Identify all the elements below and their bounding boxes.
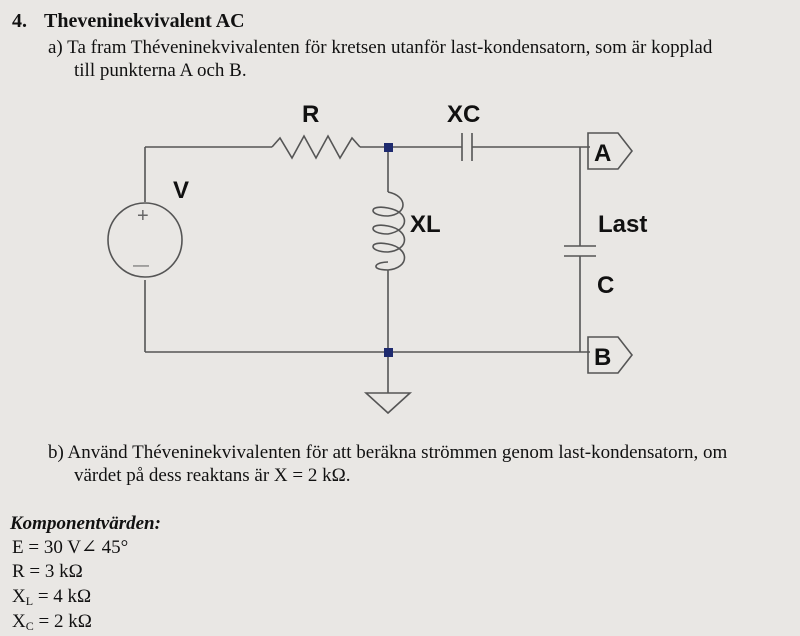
component-xl-value: = 4 kΩ [33,586,92,607]
label-xc: XC [447,101,481,128]
ground-symbol [366,393,410,413]
source-plus: + [137,205,149,227]
component-xl-sub: L [25,594,34,608]
node-bottom [384,348,393,357]
label-last: Last [598,211,648,238]
problem-number: 4. [12,10,27,32]
xc-capacitor-symbol [462,133,472,161]
label-c: C [597,272,615,299]
component-xc-prefix: X [12,611,26,632]
component-xc-sub: C [25,619,34,633]
node-top [384,143,393,152]
resistor-symbol [272,136,360,158]
label-b: B [594,344,612,371]
component-r: R = 3 kΩ [12,561,83,582]
components-heading: Komponentvärden: [10,513,161,534]
question-b-line1: b) Använd Théveninekvivalenten för att beräkna strömmen genom last-kondensatorn, om [48,442,728,463]
question-a-line2: till punkterna A och B. [74,60,247,81]
load-capacitor-symbol [564,246,596,256]
problem-title: Theveninekvivalent AC [44,10,245,32]
inductor-symbol [373,192,405,292]
component-xc-value: = 2 kΩ [33,611,92,632]
component-xl-prefix: X [12,586,26,607]
component-e: E = 30 V∠ 45° [12,537,129,558]
label-xl: XL [410,211,441,238]
question-b-line2: värdet på dess reaktans är X = 2 kΩ. [74,465,351,486]
label-a: A [594,140,612,167]
label-v: V [173,177,190,204]
component-xc [12,612,92,632]
label-r: R [302,101,320,128]
question-a-line1: a) Ta fram Théveninekvivalenten för kretsen utanför last-kondensatorn, som är kopplad [48,37,713,58]
component-xl [12,587,91,607]
source-minus: — [133,257,149,274]
